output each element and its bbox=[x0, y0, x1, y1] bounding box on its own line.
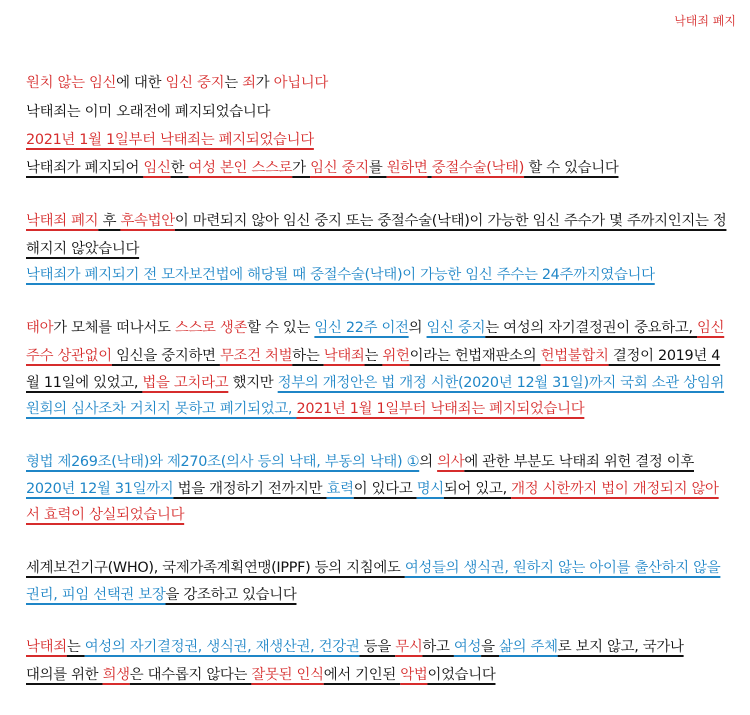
text-segment: 임신 중지 bbox=[426, 320, 486, 336]
text-segment: 낙태죄는 이미 오래전에 폐지되었습니다 bbox=[26, 104, 271, 120]
text-segment: 임신 bbox=[697, 320, 725, 336]
text-segment: 결정이 2019년 4 bbox=[608, 348, 721, 364]
corner-title: 낙태죄 폐지 bbox=[674, 14, 736, 28]
text-line bbox=[26, 637, 684, 657]
text-segment: 희생 bbox=[102, 667, 130, 683]
text-line bbox=[26, 505, 184, 525]
text-segment: 세계보건기구(WHO), 국제가족계획연맹(IPPF) 등의 지침에도 bbox=[26, 560, 405, 576]
text-segment: 후 bbox=[98, 213, 121, 229]
text-segment: 의 bbox=[419, 454, 438, 470]
text-segment: 낙태죄 bbox=[26, 639, 67, 655]
text-segment: 2020년 12월 31일까지 bbox=[26, 481, 174, 497]
text-segment: 효력 bbox=[326, 481, 354, 497]
text-segment: 무조건 처벌 bbox=[219, 348, 293, 364]
text-segment: 낙태죄 bbox=[323, 348, 365, 364]
text-segment: 낙태죄가 폐지되기 전 모자보건법에 해당될 때 중절수술(낙태)이 가능한 임신 주수는 24주까지였습니다 bbox=[26, 267, 655, 283]
text-segment: 이 마련되지 않아 임신 중지 또는 중절수술(낙태)이 가능한 임신 주수가 몇 주까지인지는 정 bbox=[174, 213, 727, 229]
text-line bbox=[26, 265, 655, 285]
text-line bbox=[26, 211, 726, 231]
text-segment: 명시 bbox=[416, 481, 444, 497]
text-segment: 원회의 심사조차 거치지 못하고 폐기되었고, bbox=[26, 401, 297, 417]
text-segment: 를 bbox=[368, 160, 387, 176]
text-segment: 서 효력이 상실되었습니다 bbox=[26, 507, 185, 523]
text-segment: 임신 bbox=[143, 160, 171, 176]
text-line bbox=[26, 373, 724, 393]
text-segment: 가 bbox=[255, 75, 274, 91]
text-segment: 는 여성의 자기결정권이 중요하고, bbox=[485, 320, 698, 336]
text-segment: 임신 중지 bbox=[310, 160, 369, 176]
text-segment: 이라는 헌법재판소의 bbox=[409, 348, 541, 364]
text-segment: 주수 상관없이 bbox=[26, 348, 112, 364]
text-line bbox=[26, 318, 724, 338]
text-segment: 무시 bbox=[395, 639, 423, 655]
text-segment: 한 bbox=[170, 160, 189, 176]
text-segment: 은 대수롭지 않다는 bbox=[129, 667, 252, 683]
text-segment: 월 11일에 있었고, bbox=[26, 375, 143, 391]
text-segment: 하고 bbox=[422, 639, 454, 655]
text-line bbox=[26, 479, 719, 499]
text-segment: 스스로 생존 bbox=[174, 320, 248, 336]
text-line bbox=[26, 130, 314, 150]
text-segment: 잘못된 인식 bbox=[251, 667, 324, 683]
text-segment: 는 bbox=[224, 75, 243, 91]
text-segment: 낙태죄가 폐지되어 bbox=[26, 160, 144, 176]
text-segment: 삶의 주체 bbox=[499, 639, 558, 655]
text-segment: 2021년 1월 1일부터 낙태죄는 폐지되었습니다 bbox=[296, 401, 585, 417]
text-segment: 을 강조하고 있습니다 bbox=[165, 587, 297, 603]
text-segment: 대의를 위한 bbox=[26, 667, 103, 683]
text-segment: 악법 bbox=[400, 667, 428, 683]
text-segment: 여성 bbox=[453, 639, 482, 655]
text-segment: 임신 22주 이전 bbox=[314, 320, 409, 336]
text-segment: 할 수 있는 bbox=[247, 320, 315, 336]
text-segment: 아닙니다 bbox=[273, 75, 329, 91]
text-segment: 여성들의 생식권, 원하지 않는 아이를 출산하지 않을 bbox=[404, 560, 721, 576]
text-segment: 2021년 1월 1일부터 낙태죄는 폐지되었습니다 bbox=[26, 132, 314, 148]
text-segment: 는 bbox=[364, 348, 383, 364]
text-segment: 위헌 bbox=[382, 348, 410, 364]
text-segment: 가 모체를 떠나서도 bbox=[53, 320, 175, 336]
text-line bbox=[26, 158, 618, 178]
text-line bbox=[26, 452, 694, 472]
text-line bbox=[26, 665, 495, 685]
text-segment: 이 있다고 bbox=[353, 481, 417, 497]
text-segment: 낙태죄 폐지 bbox=[26, 213, 99, 229]
text-segment: 후속법안 bbox=[120, 213, 175, 229]
text-line bbox=[26, 585, 296, 605]
text-segment: 되어 있고, bbox=[443, 481, 512, 497]
text-segment: 등을 bbox=[359, 639, 396, 655]
text-segment: 로 보지 않고, 국가나 bbox=[557, 639, 684, 655]
text-segment: 여성의 자기결정권, 생식권, 재생산권, 건강권 bbox=[84, 639, 360, 655]
text-segment: 이었습니다 bbox=[427, 667, 496, 683]
text-segment: 의사 bbox=[437, 454, 465, 470]
text-segment: 형법 제269조(낙태)와 제270조(의사 등의 낙태, 부동의 낙태) ① bbox=[26, 454, 420, 470]
text-segment: 여성 본인 스스로 bbox=[188, 160, 293, 176]
text-segment: 태아 bbox=[26, 320, 54, 336]
text-line bbox=[26, 346, 720, 366]
text-segment: 헌법불합치 bbox=[540, 348, 609, 364]
text-segment: 원하면 bbox=[386, 160, 428, 176]
text-segment: 법을 개정하기 전까지만 bbox=[173, 481, 327, 497]
text-segment: 가 bbox=[292, 160, 311, 176]
text-segment: 임신을 중지하면 bbox=[111, 348, 220, 364]
text-segment: 임신 중지 bbox=[165, 75, 225, 91]
text-segment: 중절수술(낙태) bbox=[431, 160, 525, 176]
text-line bbox=[26, 399, 584, 419]
text-segment: 할 수 있습니다 bbox=[524, 160, 619, 176]
text-segment: 했지만 bbox=[228, 375, 278, 391]
text-line bbox=[26, 558, 720, 578]
text-line bbox=[26, 73, 328, 93]
text-segment: 는 bbox=[66, 639, 85, 655]
text-segment: 의 bbox=[408, 320, 427, 336]
text-segment: 에 관한 부분도 낙태죄 위헌 결정 이후 bbox=[464, 454, 694, 470]
text-segment: 법을 고치라고 bbox=[142, 375, 229, 391]
text-segment: 하는 bbox=[292, 348, 324, 364]
text-segment: 해지지 않았습니다 bbox=[26, 241, 140, 257]
text-segment: 권리, 피임 선택권 보장 bbox=[26, 587, 166, 603]
text-line bbox=[26, 102, 270, 122]
text-segment: 죄 bbox=[242, 75, 256, 91]
text-segment: 개정 시한까지 법이 개정되지 않아 bbox=[511, 481, 719, 497]
text-segment: 원치 않는 임신 bbox=[26, 75, 117, 91]
text-segment: 에 대한 bbox=[116, 75, 166, 91]
text-segment: 을 bbox=[481, 639, 499, 655]
text-segment: 에서 기인된 bbox=[323, 667, 401, 683]
text-line bbox=[26, 239, 139, 259]
text-segment: 정부의 개정안은 법 개정 시한(2020년 12월 31일)까지 국회 소관 상임위 bbox=[277, 375, 725, 391]
